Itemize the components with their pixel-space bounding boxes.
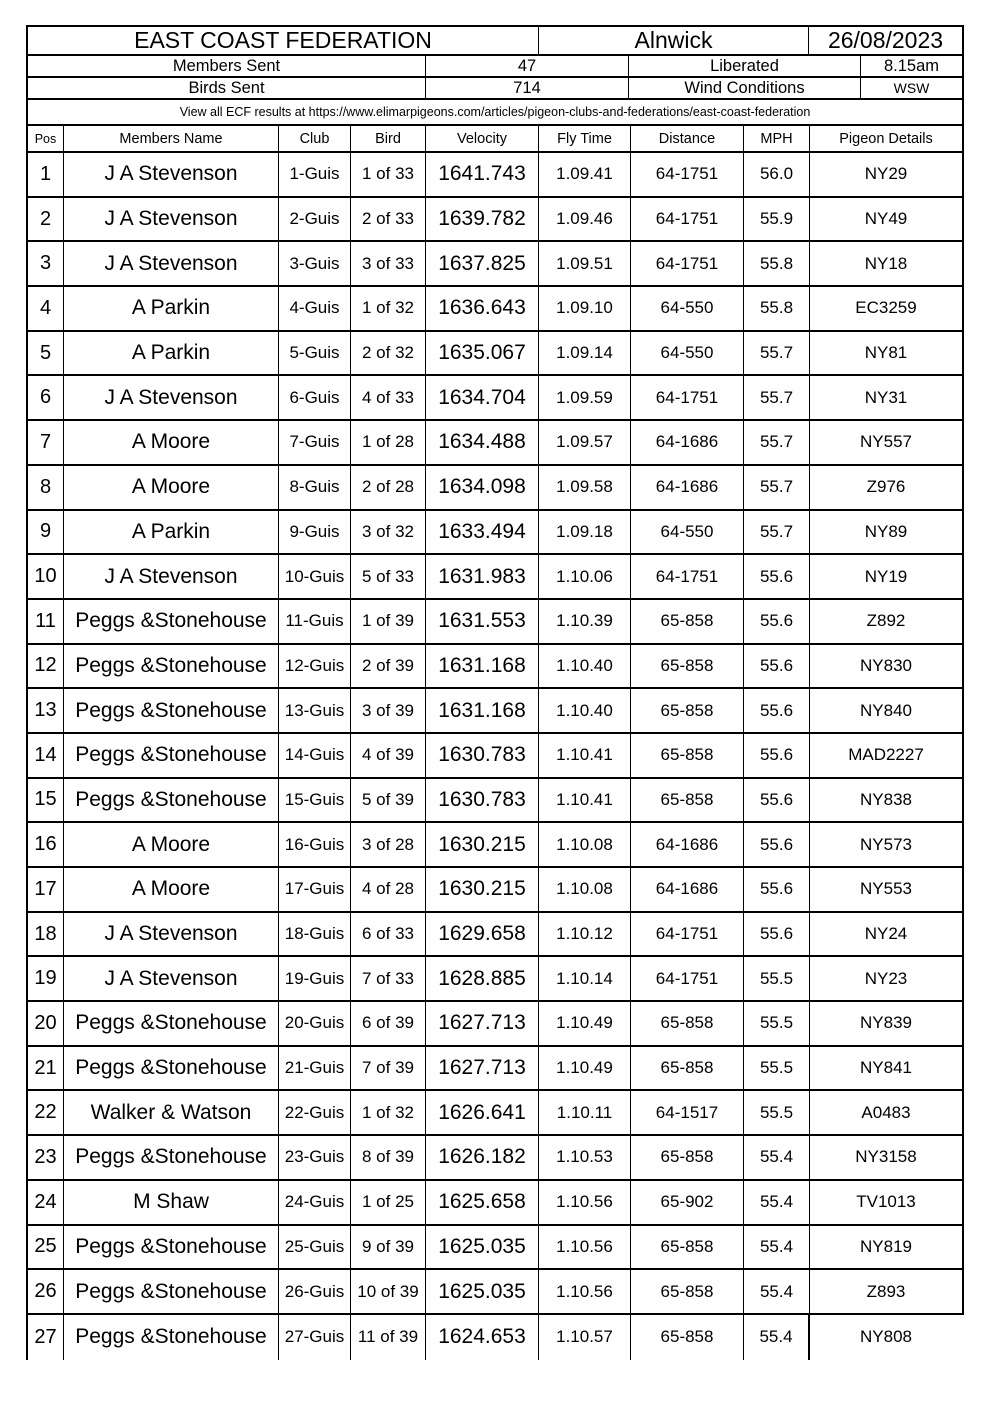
- cell-pigeon-details: NY23: [864, 968, 908, 988]
- cell-mph: 55.6: [744, 600, 810, 643]
- cell-pigeon-details: NY29: [864, 164, 908, 184]
- cell-velocity: 1631.168: [426, 689, 539, 732]
- cell-mph: 55.7: [744, 421, 810, 464]
- race-location: Alnwick: [539, 27, 809, 54]
- table-row: [26, 376, 964, 421]
- cell-club: 16-Guis: [279, 823, 351, 866]
- cell-velocity: 1625.035: [426, 1226, 539, 1269]
- cell-velocity: 1630.783: [426, 779, 539, 822]
- cell-pos: 14: [28, 734, 64, 777]
- cell-pos: 27: [28, 1315, 64, 1360]
- cell-velocity: 1634.098: [426, 466, 539, 509]
- table-row: [26, 1270, 964, 1315]
- table-row: [26, 1047, 964, 1092]
- cell-mph: 55.6: [744, 555, 810, 598]
- cell-distance: 64-1517: [631, 1091, 744, 1134]
- cell-bird: 2 of 39: [351, 645, 426, 688]
- cell-name: Peggs &Stonehouse: [64, 1136, 279, 1179]
- cell-name: J A Stevenson: [64, 913, 279, 956]
- table-row: [26, 242, 964, 287]
- cell-bird: 4 of 39: [351, 734, 426, 777]
- cell-fly-time: 1.09.41: [539, 153, 631, 196]
- table-row: [26, 779, 964, 824]
- cell-club: 5-Guis: [279, 332, 351, 375]
- cell-name: Peggs &Stonehouse: [64, 689, 279, 732]
- cell-mph: 55.5: [744, 957, 810, 1000]
- cell-bird: 9 of 39: [351, 1226, 426, 1269]
- cell-velocity: 1626.182: [426, 1136, 539, 1179]
- title-row: [26, 25, 964, 56]
- cell-distance: 64-1751: [631, 957, 744, 1000]
- cell-pigeon-details: NY31: [864, 387, 908, 407]
- cell-pos: 15: [28, 779, 64, 822]
- cell-pigeon-details: MAD2227: [848, 745, 924, 765]
- cell-velocity: 1636.643: [426, 287, 539, 330]
- cell-bird: 3 of 33: [351, 242, 426, 285]
- cell-club: 25-Guis: [279, 1226, 351, 1269]
- cell-name: A Moore: [64, 466, 279, 509]
- table-row: [26, 198, 964, 243]
- table-row: [26, 1181, 964, 1226]
- cell-fly-time: 1.10.49: [539, 1047, 631, 1090]
- cell-name: A Parkin: [64, 287, 279, 330]
- cell-pigeon-details: Z893: [866, 1281, 906, 1301]
- cell-mph: 55.4: [744, 1315, 810, 1360]
- cell-name: A Parkin: [64, 511, 279, 554]
- cell-distance: 64-1751: [631, 198, 744, 241]
- cell-mph: 55.7: [744, 511, 810, 554]
- cell-pigeon-details: NY819: [860, 1236, 912, 1256]
- cell-pos: 6: [28, 376, 64, 419]
- cell-velocity: 1629.658: [426, 913, 539, 956]
- cell-name: Peggs &Stonehouse: [64, 645, 279, 688]
- cell-fly-time: 1.10.41: [539, 779, 631, 822]
- cell-fly-time: 1.10.49: [539, 1002, 631, 1045]
- cell-mph: 55.6: [744, 689, 810, 732]
- table-row: [26, 868, 964, 913]
- cell-pos: 19: [28, 957, 64, 1000]
- cell-bird: 5 of 39: [351, 779, 426, 822]
- cell-distance: 64-1686: [631, 823, 744, 866]
- cell-mph: 55.5: [744, 1047, 810, 1090]
- table-row: [26, 1002, 964, 1047]
- cell-velocity: 1627.713: [426, 1047, 539, 1090]
- cell-velocity: 1633.494: [426, 511, 539, 554]
- cell-pos: 22: [28, 1091, 64, 1134]
- cell-velocity: 1634.704: [426, 376, 539, 419]
- cell-club: 26-Guis: [279, 1270, 351, 1313]
- cell-bird: 4 of 33: [351, 376, 426, 419]
- cell-velocity: 1631.553: [426, 600, 539, 643]
- cell-pos: 8: [28, 466, 64, 509]
- cell-fly-time: 1.10.11: [539, 1091, 631, 1134]
- cell-distance: 64-1751: [631, 913, 744, 956]
- cell-velocity: 1637.825: [426, 242, 539, 285]
- cell-pos: 13: [28, 689, 64, 732]
- table-row: [26, 153, 964, 198]
- cell-distance: 64-1751: [631, 555, 744, 598]
- cell-velocity: 1630.215: [426, 868, 539, 911]
- table-row: [26, 645, 964, 690]
- cell-bird: 8 of 39: [351, 1136, 426, 1179]
- cell-mph: 55.7: [744, 376, 810, 419]
- cell-pos: 11: [28, 600, 64, 643]
- cell-bird: 11 of 39: [351, 1315, 426, 1360]
- cell-pigeon-details: NY808: [860, 1327, 912, 1347]
- cell-pigeon-details: NY840: [860, 700, 912, 720]
- cell-club: 14-Guis: [279, 734, 351, 777]
- table-row: [26, 689, 964, 734]
- cell-name: A Moore: [64, 823, 279, 866]
- cell-name: J A Stevenson: [64, 957, 279, 1000]
- cell-fly-time: 1.10.39: [539, 600, 631, 643]
- cell-club: 19-Guis: [279, 957, 351, 1000]
- cell-bird: 7 of 39: [351, 1047, 426, 1090]
- cell-velocity: 1628.885: [426, 957, 539, 1000]
- url-row: [26, 100, 964, 126]
- cell-fly-time: 1.10.40: [539, 645, 631, 688]
- cell-distance: 65-858: [631, 1136, 744, 1179]
- cell-pigeon-details: NY839: [860, 1013, 912, 1033]
- column-header-row: [26, 126, 964, 153]
- cell-pigeon-details: NY838: [860, 789, 912, 809]
- table-row: [26, 734, 964, 779]
- cell-name: A Moore: [64, 868, 279, 911]
- table-row: [26, 1091, 964, 1136]
- cell-mph: 55.6: [744, 779, 810, 822]
- cell-mph: 55.5: [744, 1091, 810, 1134]
- members-sent-value: 47: [426, 56, 629, 76]
- cell-distance: 64-1751: [631, 242, 744, 285]
- wind-label: Wind Conditions: [629, 78, 861, 98]
- cell-pigeon-details: NY49: [864, 209, 908, 229]
- cell-bird: 6 of 33: [351, 913, 426, 956]
- cell-club: 13-Guis: [279, 689, 351, 732]
- results-sheet: [26, 25, 964, 1360]
- cell-distance: 65-858: [631, 600, 744, 643]
- cell-bird: 1 of 25: [351, 1181, 426, 1224]
- cell-name: M Shaw: [64, 1181, 279, 1224]
- cell-mph: 55.4: [744, 1270, 810, 1313]
- cell-pos: 16: [28, 823, 64, 866]
- cell-distance: 65-858: [631, 1002, 744, 1045]
- cell-name: Peggs &Stonehouse: [64, 734, 279, 777]
- cell-fly-time: 1.10.53: [539, 1136, 631, 1179]
- cell-mph: 55.4: [744, 1226, 810, 1269]
- cell-distance: 65-858: [631, 1047, 744, 1090]
- table-row: [26, 913, 964, 958]
- cell-bird: 1 of 32: [351, 1091, 426, 1134]
- cell-club: 7-Guis: [279, 421, 351, 464]
- cell-club: 10-Guis: [279, 555, 351, 598]
- cell-name: Peggs &Stonehouse: [64, 1226, 279, 1269]
- cell-pos: 21: [28, 1047, 64, 1090]
- cell-name: J A Stevenson: [64, 153, 279, 196]
- cell-pos: 1: [28, 153, 64, 196]
- cell-distance: 65-902: [631, 1181, 744, 1224]
- cell-pigeon-details: NY81: [864, 343, 908, 363]
- cell-velocity: 1627.713: [426, 1002, 539, 1045]
- cell-bird: 3 of 32: [351, 511, 426, 554]
- cell-mph: 55.8: [744, 287, 810, 330]
- cell-velocity: 1630.215: [426, 823, 539, 866]
- col-bird: Bird: [351, 126, 426, 151]
- cell-club: 27-Guis: [279, 1315, 351, 1360]
- cell-club: 12-Guis: [279, 645, 351, 688]
- cell-bird: 10 of 39: [351, 1270, 426, 1313]
- cell-pigeon-details: NY89: [864, 521, 908, 541]
- cell-pos: 17: [28, 868, 64, 911]
- cell-bird: 1 of 32: [351, 287, 426, 330]
- cell-pos: 26: [28, 1270, 64, 1313]
- cell-pigeon-details: NY19: [864, 566, 908, 586]
- cell-bird: 1 of 39: [351, 600, 426, 643]
- cell-velocity: 1634.488: [426, 421, 539, 464]
- cell-fly-time: 1.09.58: [539, 466, 631, 509]
- table-row: [26, 332, 964, 377]
- table-row: [26, 600, 964, 645]
- cell-distance: 65-858: [631, 645, 744, 688]
- cell-name: J A Stevenson: [64, 376, 279, 419]
- cell-mph: 55.8: [744, 242, 810, 285]
- cell-fly-time: 1.10.56: [539, 1226, 631, 1269]
- cell-bird: 6 of 39: [351, 1002, 426, 1045]
- col-distance: Distance: [631, 126, 744, 151]
- cell-pigeon-details: Z976: [866, 477, 906, 497]
- cell-pos: 9: [28, 511, 64, 554]
- cell-pos: 12: [28, 645, 64, 688]
- cell-distance: 64-1686: [631, 466, 744, 509]
- table-row: [26, 823, 964, 868]
- cell-bird: 3 of 39: [351, 689, 426, 732]
- col-name: Members Name: [64, 126, 279, 151]
- members-sent-label: Members Sent: [28, 56, 426, 76]
- cell-name: J A Stevenson: [64, 198, 279, 241]
- cell-name: Walker & Watson: [64, 1091, 279, 1134]
- cell-fly-time: 1.10.41: [539, 734, 631, 777]
- cell-velocity: 1641.743: [426, 153, 539, 196]
- cell-bird: 2 of 28: [351, 466, 426, 509]
- cell-pos: 4: [28, 287, 64, 330]
- cell-name: J A Stevenson: [64, 555, 279, 598]
- cell-pigeon-details: NY841: [860, 1058, 912, 1078]
- race-date: 26/08/2023: [827, 27, 944, 53]
- table-row: [26, 511, 964, 556]
- cell-fly-time: 1.09.14: [539, 332, 631, 375]
- cell-pigeon-details: NY573: [860, 834, 912, 854]
- col-pos: Pos: [28, 126, 64, 151]
- cell-bird: 1 of 28: [351, 421, 426, 464]
- cell-pigeon-details: NY3158: [855, 1147, 917, 1167]
- cell-club: 8-Guis: [279, 466, 351, 509]
- cell-bird: 4 of 28: [351, 868, 426, 911]
- table-row: [26, 421, 964, 466]
- cell-club: 18-Guis: [279, 913, 351, 956]
- cell-pos: 25: [28, 1226, 64, 1269]
- cell-fly-time: 1.10.12: [539, 913, 631, 956]
- table-row: [26, 466, 964, 511]
- col-fly-time: Fly Time: [539, 126, 631, 151]
- cell-mph: 56.0: [744, 153, 810, 196]
- cell-bird: 7 of 33: [351, 957, 426, 1000]
- cell-pigeon-details: Z892: [866, 611, 906, 631]
- cell-name: Peggs &Stonehouse: [64, 1315, 279, 1360]
- cell-pigeon-details: NY18: [864, 253, 908, 273]
- cell-name: A Moore: [64, 421, 279, 464]
- cell-fly-time: 1.10.40: [539, 689, 631, 732]
- cell-name: A Parkin: [64, 332, 279, 375]
- federation-title: EAST COAST FEDERATION: [28, 27, 539, 54]
- cell-distance: 64-1686: [631, 421, 744, 464]
- cell-distance: 64-550: [631, 332, 744, 375]
- cell-distance: 65-858: [631, 1226, 744, 1269]
- cell-mph: 55.6: [744, 823, 810, 866]
- table-row: [26, 1136, 964, 1181]
- cell-mph: 55.7: [744, 332, 810, 375]
- cell-pos: 24: [28, 1181, 64, 1224]
- cell-club: 20-Guis: [279, 1002, 351, 1045]
- cell-mph: 55.9: [744, 198, 810, 241]
- cell-velocity: 1635.067: [426, 332, 539, 375]
- cell-distance: 64-1686: [631, 868, 744, 911]
- cell-fly-time: 1.09.59: [539, 376, 631, 419]
- cell-mph: 55.5: [744, 1002, 810, 1045]
- cell-fly-time: 1.10.56: [539, 1181, 631, 1224]
- cell-fly-time: 1.09.57: [539, 421, 631, 464]
- cell-club: 23-Guis: [279, 1136, 351, 1179]
- cell-mph: 55.7: [744, 466, 810, 509]
- cell-club: 2-Guis: [279, 198, 351, 241]
- cell-club: 4-Guis: [279, 287, 351, 330]
- cell-distance: 65-858: [631, 1270, 744, 1313]
- cell-club: 21-Guis: [279, 1047, 351, 1090]
- cell-pos: 10: [28, 555, 64, 598]
- birds-sent-value: 714: [426, 78, 629, 98]
- table-row: [26, 555, 964, 600]
- cell-distance: 65-858: [631, 734, 744, 777]
- cell-fly-time: 1.10.14: [539, 957, 631, 1000]
- cell-name: Peggs &Stonehouse: [64, 1047, 279, 1090]
- cell-distance: 65-858: [631, 779, 744, 822]
- cell-club: 3-Guis: [279, 242, 351, 285]
- cell-mph: 55.6: [744, 913, 810, 956]
- cell-club: 22-Guis: [279, 1091, 351, 1134]
- cell-mph: 55.6: [744, 734, 810, 777]
- cell-pigeon-details: TV1013: [856, 1192, 916, 1212]
- cell-pos: 5: [28, 332, 64, 375]
- cell-bird: 5 of 33: [351, 555, 426, 598]
- col-club: Club: [279, 126, 351, 151]
- cell-club: 24-Guis: [279, 1181, 351, 1224]
- cell-velocity: 1624.653: [426, 1315, 539, 1360]
- results-link-text[interactable]: View all ECF results at https://www.elimarpigeons.com/articles/pigeon-clubs-and-federations/east-coast-federation: [179, 105, 811, 119]
- cell-name: Peggs &Stonehouse: [64, 600, 279, 643]
- cell-name: Peggs &Stonehouse: [64, 779, 279, 822]
- cell-pos: 7: [28, 421, 64, 464]
- cell-club: 1-Guis: [279, 153, 351, 196]
- cell-name: Peggs &Stonehouse: [64, 1270, 279, 1313]
- liberated-label: Liberated: [629, 56, 861, 76]
- table-row: [26, 957, 964, 1002]
- cell-velocity: 1625.035: [426, 1270, 539, 1313]
- col-pigeon-details: Pigeon Details: [839, 130, 933, 147]
- cell-name: J A Stevenson: [64, 242, 279, 285]
- cell-pigeon-details: A0483: [861, 1102, 911, 1122]
- wind-value: WSW: [893, 80, 930, 96]
- cell-pigeon-details: NY553: [860, 879, 912, 899]
- cell-distance: 64-550: [631, 511, 744, 554]
- table-row: [26, 1315, 964, 1360]
- liberated-value: 8.15am: [883, 56, 940, 75]
- cell-distance: 65-858: [631, 1315, 744, 1360]
- cell-pos: 23: [28, 1136, 64, 1179]
- cell-mph: 55.4: [744, 1136, 810, 1179]
- cell-distance: 64-550: [631, 287, 744, 330]
- cell-fly-time: 1.10.06: [539, 555, 631, 598]
- cell-pos: 18: [28, 913, 64, 956]
- results-rows: [26, 153, 964, 1360]
- cell-mph: 55.4: [744, 1181, 810, 1224]
- birds-sent-label: Birds Sent: [28, 78, 426, 98]
- cell-bird: 3 of 28: [351, 823, 426, 866]
- cell-pigeon-details: EC3259: [855, 298, 917, 318]
- cell-bird: 2 of 32: [351, 332, 426, 375]
- cell-fly-time: 1.09.18: [539, 511, 631, 554]
- cell-velocity: 1625.658: [426, 1181, 539, 1224]
- cell-velocity: 1631.168: [426, 645, 539, 688]
- cell-fly-time: 1.10.08: [539, 868, 631, 911]
- cell-pos: 3: [28, 242, 64, 285]
- table-row: [26, 287, 964, 332]
- cell-pos: 2: [28, 198, 64, 241]
- cell-pigeon-details: NY830: [860, 655, 912, 675]
- cell-fly-time: 1.10.57: [539, 1315, 631, 1360]
- cell-club: 6-Guis: [279, 376, 351, 419]
- cell-velocity: 1639.782: [426, 198, 539, 241]
- cell-club: 11-Guis: [279, 600, 351, 643]
- members-row: [26, 56, 964, 78]
- cell-distance: 64-1751: [631, 376, 744, 419]
- cell-fly-time: 1.10.08: [539, 823, 631, 866]
- cell-pos: 20: [28, 1002, 64, 1045]
- cell-mph: 55.6: [744, 645, 810, 688]
- cell-club: 17-Guis: [279, 868, 351, 911]
- table-row: [26, 1226, 964, 1271]
- cell-club: 9-Guis: [279, 511, 351, 554]
- cell-bird: 2 of 33: [351, 198, 426, 241]
- cell-fly-time: 1.09.51: [539, 242, 631, 285]
- cell-name: Peggs &Stonehouse: [64, 1002, 279, 1045]
- cell-velocity: 1630.783: [426, 734, 539, 777]
- birds-row: [26, 78, 964, 100]
- col-mph: MPH: [744, 126, 810, 151]
- cell-distance: 64-1751: [631, 153, 744, 196]
- cell-bird: 1 of 33: [351, 153, 426, 196]
- cell-distance: 65-858: [631, 689, 744, 732]
- cell-mph: 55.6: [744, 868, 810, 911]
- cell-club: 15-Guis: [279, 779, 351, 822]
- cell-fly-time: 1.10.56: [539, 1270, 631, 1313]
- col-velocity: Velocity: [426, 126, 539, 151]
- cell-pigeon-details: NY557: [860, 432, 912, 452]
- cell-fly-time: 1.09.46: [539, 198, 631, 241]
- cell-velocity: 1631.983: [426, 555, 539, 598]
- cell-pigeon-details: NY24: [864, 924, 908, 944]
- cell-fly-time: 1.09.10: [539, 287, 631, 330]
- cell-velocity: 1626.641: [426, 1091, 539, 1134]
